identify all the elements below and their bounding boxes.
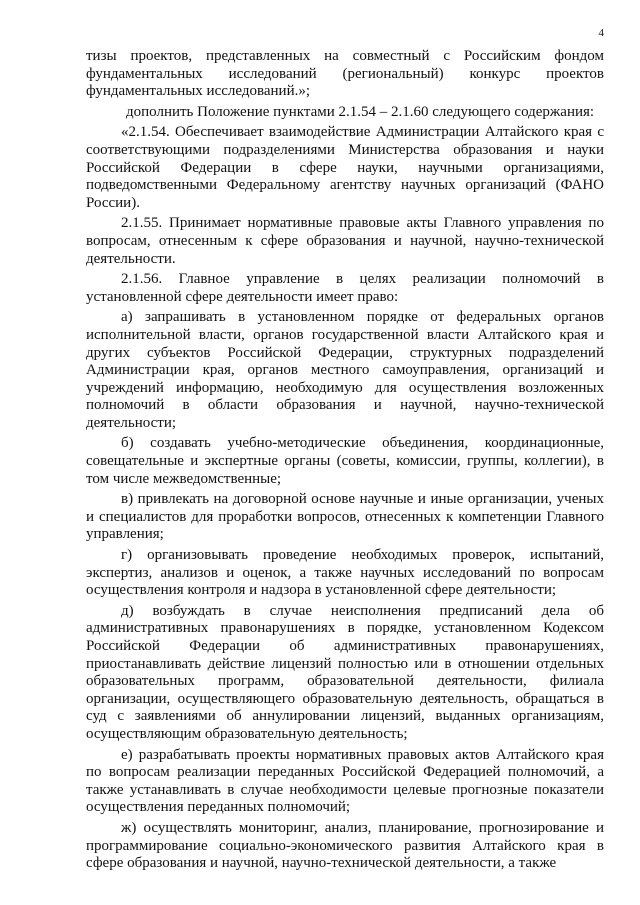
paragraph-continuation: тизы проектов, представленных на совместный с Российским фондом фундаментальных исследований (региональный) конкурс проектов фундаментальных исследований.»;: [86, 48, 604, 100]
paragraph-item-e: е) разрабатывать проекты нормативных правовых актов Алтайского края по вопросам реализации переданных Российской Федерацией полномочий, а также устанавливать в случае необходимости целевые прогнозные показатели осуществления переданных полномочий;: [86, 746, 604, 816]
paragraph-item-v: в) привлекать на договорной основе научные и иные организации, ученых и специалистов для проработки вопросов, отнесенных к компетенции Главного управления;: [86, 491, 604, 543]
paragraph-item-g: г) организовывать проведение необходимых проверок, испытаний, экспертиз, анализов и оценок, а также научных исследований по вопросам осуществления контроля и надзора в установленной сфере деятельности;: [86, 547, 604, 599]
paragraph-2-1-55: 2.1.55. Принимает нормативные правовые акты Главного управления по вопросам, отнесенным к сфере образования и научной, научно-технической деятельности.: [86, 215, 604, 267]
paragraph-amendment-intro: дополнить Положение пунктами 2.1.54 – 2.1.60 следующего содержания:: [126, 103, 595, 120]
page-number: 4: [598, 27, 604, 39]
paragraph-item-b: б) создавать учебно-методические объединения, координационные, совещательные и экспертные органы (советы, комиссии, группы, коллегии), в том числе межведомственные;: [86, 435, 604, 487]
paragraph-item-d: д) возбуждать в случае неисполнения предписаний дела об административных правонарушениях в порядке, установленном Кодексом Российской Федерации об административных правонарушениях, приостанавливать действие лицензий полностью или в отношении отдельных образовательных программ, образовательной деятельности, филиала организации, осуществляющего образовательную деятельность, обращаться в суд с заявлениями об аннулировании лицензий, выданных организациям, осуществляющим образовательную деятельность;: [86, 602, 604, 742]
paragraph-item-a: а) запрашивать в установленном порядке от федеральных органов исполнительной власти, органов государственной власти Алтайского края и других субъектов Российской Федерации, структурных подразделений Администрации края, органов местного самоуправления, организаций и учреждений информацию, необходимую для осуществления возложенных полномочий в области образования и научной, научно-технической деятельности;: [86, 309, 604, 431]
document-body: [86, 48, 604, 876]
paragraph-2-1-54: «2.1.54. Обеспечивает взаимодействие Администрации Алтайского края с соответствующими подразделениями Министерства образования и науки Российской Федерации в сфере науки, научными организациями, подведомственными Федеральному агентству научных организаций (ФАНО России).: [86, 124, 604, 211]
paragraph-2-1-56: 2.1.56. Главное управление в целях реализации полномочий в установленной сфере деятельности имеет право:: [86, 271, 604, 305]
paragraph-item-zh: ж) осуществлять мониторинг, анализ, планирование, прогнозирование и программирование социально-экономического развития Алтайского края в сфере образования и научной, научно-технической деятельности, а также: [86, 819, 604, 872]
